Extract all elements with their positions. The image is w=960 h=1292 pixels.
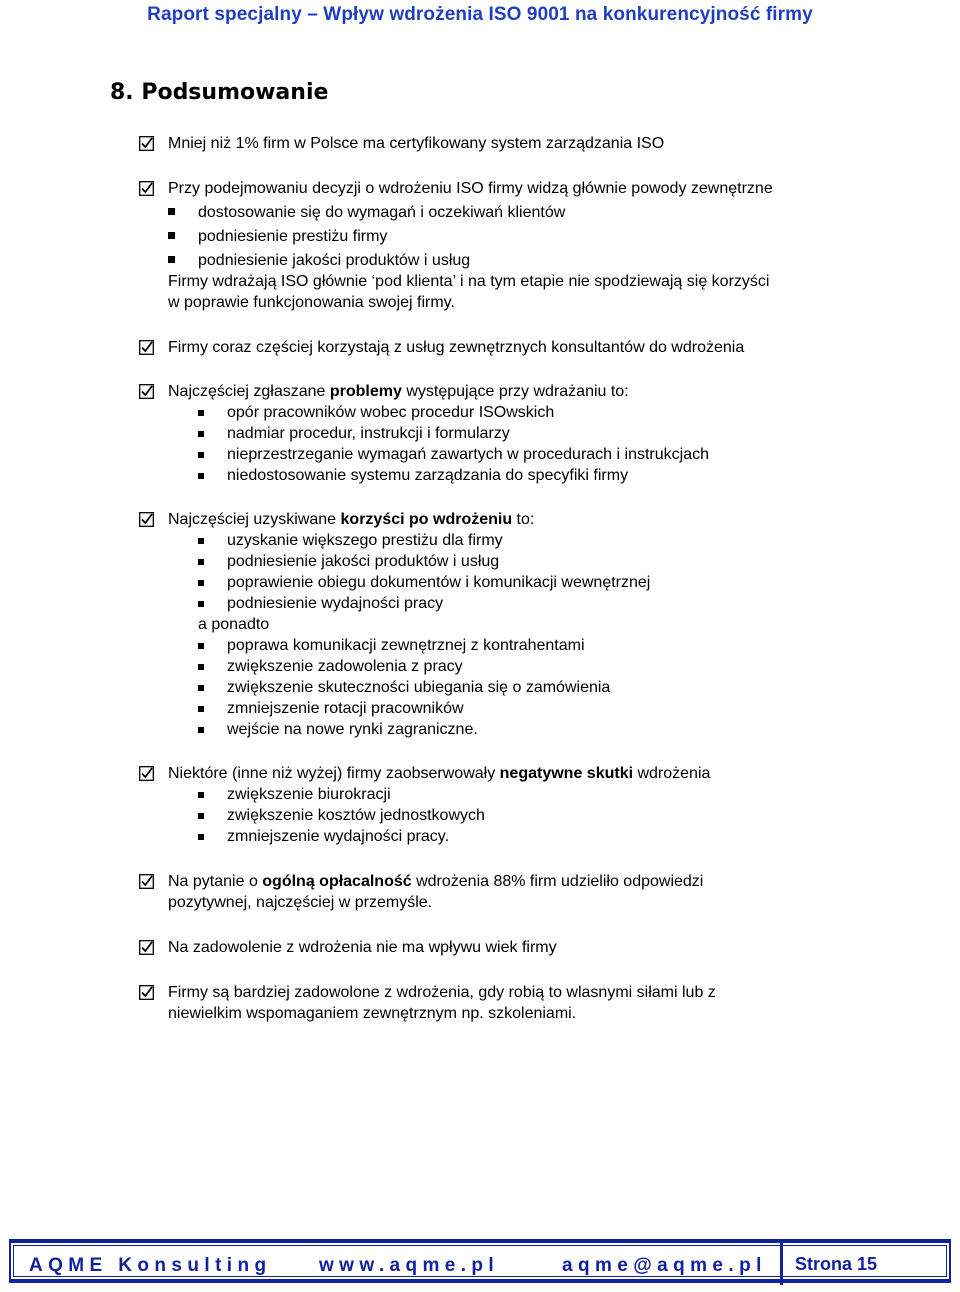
summary-content [0,133,960,1044]
list-item: zmniejszenie rotacji pracowników [227,700,464,717]
bullet-square-icon [198,452,204,458]
bullet-square-icon [198,685,204,691]
bullet-square-icon [198,706,204,712]
point-emphasis: problemy [329,383,402,400]
footer-page-number [780,1243,951,1285]
list-item: podniesienie wydajności pracy [227,595,444,612]
point-text: to: [512,511,535,528]
footer-frame [13,1245,947,1277]
summary-point-3 [0,337,960,358]
section-title: 8. Podsumowanie [110,80,329,105]
page-footer [9,1239,951,1283]
checkbox-checked-icon [139,340,154,355]
checkbox-checked-icon [139,181,154,196]
summary-point-1 [0,133,960,154]
bullet-square-icon [198,538,204,544]
point-text: Firmy coraz częściej korzystają z usług zewnętrznych konsultantów do wdrożenia [168,339,745,356]
bullet-square-icon [198,792,204,798]
checkbox-checked-icon [139,766,154,781]
point-text: wdrożenia 88% firm udzieliło odpowiedzi [411,873,704,890]
point-emphasis: negatywne skutki [499,765,634,782]
list-subheading: a ponadto [198,616,270,633]
point-text: Najczęściej zgłaszane [168,383,330,400]
list-item: zwiększenie biurokracji [227,786,391,803]
point-text: wdrożenia [633,765,711,782]
checkbox-checked-icon [139,384,154,399]
summary-point-8 [0,937,960,958]
bullet-square-icon [168,232,175,239]
bullet-square-icon [198,643,204,649]
list-item: nieprzestrzeganie wymagań zawartych w procedurach i instrukcjach [227,446,709,463]
report-header-title: Raport specjalny – Wpływ wdrożenia ISO 9001 na konkurencyjność firmy [147,4,813,25]
point-text: Najczęściej uzyskiwane [168,511,341,528]
checkbox-checked-icon [139,940,154,955]
bullet-square-icon [198,664,204,670]
list-item: poprawienie obiegu dokumentów i komunikacji wewnętrznej [227,574,651,591]
bullet-square-icon [198,813,204,819]
point-text: niewielkim wspomaganiem zewnętrznym np. szkoleniami. [168,1005,577,1022]
bullet-square-icon [198,473,204,479]
bullet-square-icon [198,601,204,607]
footer-website-link[interactable]: www.aqme.pl [319,1255,500,1276]
bullet-square-icon [168,208,175,215]
point-text: pozytywnej, najczęściej w przemyśle. [168,894,433,911]
summary-point-4 [0,381,960,486]
checkbox-checked-icon [139,136,154,151]
list-item: zwiększenie kosztów jednostkowych [227,807,485,824]
note-text: w poprawie funkcjonowania swojej firmy. [168,294,455,311]
point-text: Mniej niż 1% firm w Polsce ma certyfikowany system zarządzania ISO [168,135,665,152]
bullet-square-icon [198,559,204,565]
list-item: podniesienie jakości produktów i usług [198,252,471,269]
point-emphasis: ogólną opłacalność [262,873,412,890]
list-item: zwiększenie skuteczności ubiegania się o zamówienia [227,679,611,696]
point-text: występujące przy wdrażaniu to: [401,383,629,400]
bullet-square-icon [198,834,204,840]
bullet-square-icon [198,410,204,416]
page-number-label: Strona 15 [795,1253,878,1274]
list-item: poprawa komunikacji zewnętrznej z kontrahentami [227,637,585,654]
checkbox-checked-icon [139,985,154,1000]
footer-email-link[interactable]: aqme@aqme.pl [562,1255,767,1276]
list-item: wejście na nowe rynki zagraniczne. [227,721,478,738]
list-item: niedostosowanie systemu zarządzania do specyfiki firmy [227,467,629,484]
bullet-square-icon [198,727,204,733]
checkbox-checked-icon [139,512,154,527]
point-text: Na zadowolenie z wdrożenia nie ma wpływu wiek firmy [168,939,557,956]
list-item: zmniejszenie wydajności pracy. [227,828,450,845]
summary-point-5 [0,509,960,740]
list-item: uzyskanie większego prestiżu dla firmy [227,532,503,549]
point-text: Na pytanie o [168,873,263,890]
footer-company: AQME Konsulting [29,1255,272,1276]
note-text: Firmy wdrażają ISO głównie ‘pod klienta’ i na tym etapie nie spodziewają się korzyści [168,273,770,290]
list-item: podniesienie prestiżu firmy [198,228,388,245]
summary-point-6 [0,763,960,847]
bullet-square-icon [198,580,204,586]
summary-point-2 [0,178,960,313]
list-item: nadmiar procedur, instrukcji i formularzy [227,425,510,442]
point-text: Niektóre (inne niż wyżej) firmy zaobserwowały [168,765,500,782]
point-text: Przy podejmowaniu decyzji o wdrożeniu ISO firmy widzą głównie powody zewnętrzne [168,180,773,197]
list-item: dostosowanie się do wymagań i oczekiwań klientów [198,204,566,221]
list-item: opór pracowników wobec procedur ISOwskich [227,404,555,421]
bullet-square-icon [198,431,204,437]
list-item: zwiększenie zadowolenia z pracy [227,658,463,675]
summary-point-9 [0,982,960,1024]
point-text: Firmy są bardziej zadowolone z wdrożenia, gdy robią to wlasnymi siłami lub z [168,984,716,1001]
point-emphasis: korzyści po wdrożeniu [340,511,513,528]
bullet-square-icon [168,256,175,263]
checkbox-checked-icon [139,874,154,889]
list-item: podniesienie jakości produktów i usług [227,553,500,570]
summary-point-7 [0,871,960,913]
